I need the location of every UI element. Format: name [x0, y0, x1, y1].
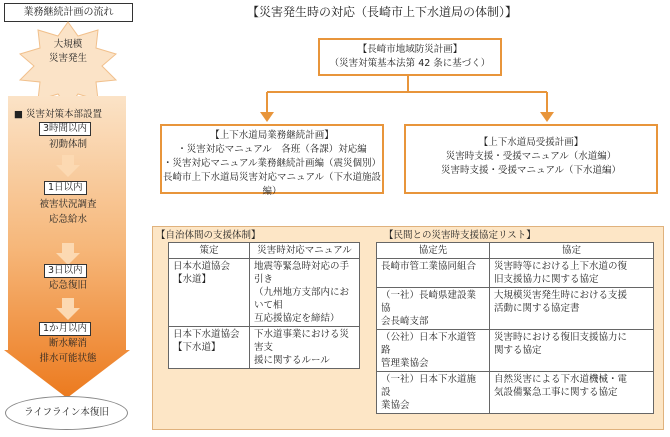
page-title: 【災害発生時の対応（長崎市上下水道局の体制）】	[247, 5, 518, 19]
table-cell: 長崎市管工業協同組合	[377, 259, 490, 288]
table-cell: （一社）日本下水道施設 業協会	[377, 372, 490, 414]
receiving-line: 災害時支援・受援マニュアル（下水道編）	[440, 165, 622, 176]
table-header: 協定	[490, 243, 654, 259]
hq-label: ■ 災害対策本部設置	[14, 109, 102, 120]
starburst-shape	[20, 22, 116, 108]
stage-period: 1か月以内	[39, 322, 91, 336]
table-cell: 地震等緊急時対応の手引き （九州地方支部内において相 互応援協定を締結）	[250, 259, 360, 327]
connector-lines	[255, 74, 565, 124]
start-label-1: 大規模	[53, 39, 83, 50]
municipal-title: 【自治体間の支援体制】	[156, 230, 261, 241]
stage-line: 応急給水	[48, 214, 87, 225]
municipal-table	[168, 242, 360, 369]
table-cell: 大規模災害発生時における支援 活動に関する協定書	[490, 288, 654, 330]
table-row	[377, 330, 654, 372]
stage-line: 応急復旧	[48, 280, 87, 291]
disaster-plan-box	[318, 38, 502, 76]
table-cell: 災害時における復旧支援協力に 関する協定	[490, 330, 654, 372]
receiving-title: 【上下水道局受援計画】	[478, 137, 584, 148]
table-header: 協定先	[377, 243, 490, 259]
table-cell: 自然災害による下水道機械・電 気設備緊急工事に関する協定	[490, 372, 654, 414]
flow-title: 業務継続計画の流れ	[4, 3, 133, 22]
bcp-title: 【上下水道局業務継続計画】	[210, 130, 334, 141]
table-cell: 災害時等における上下水道の復 旧支援協力に関する協定	[490, 259, 654, 288]
private-table	[376, 242, 654, 414]
receiving-plan-box	[404, 124, 658, 194]
table-cell: （一社）長崎県建設業協 会長崎支部	[377, 288, 490, 330]
down-arrow-icon	[56, 243, 80, 265]
table-header: 策定	[169, 243, 250, 259]
start-label-2: 災害発生	[48, 53, 87, 64]
table-row	[377, 372, 654, 414]
table-cell: 下水道事業における災害支 援に関するルール	[250, 327, 360, 369]
table-cell: 日本下水道協会 【下水道】	[169, 327, 250, 369]
stage-line: 断水解消	[48, 338, 87, 349]
bcp-line: 長崎市上下水道局災害対応マニュアル（下水道施設編）	[162, 172, 382, 197]
down-arrow-icon	[56, 155, 80, 177]
bcp-line: ・災害対応マニュアル業務継続計画編（震災個別）	[162, 158, 382, 169]
stage-period: 3時間以内	[39, 122, 91, 136]
bcp-box	[160, 124, 384, 197]
disaster-plan-title: 【長崎市地域防災計画】	[357, 44, 463, 55]
stage-line: 被害状況調査	[39, 199, 97, 210]
private-title: 【民間との災害時支援協定リスト】	[384, 230, 536, 241]
table-row	[169, 259, 360, 327]
table-cell: （公社）日本下水道管路 管理業協会	[377, 330, 490, 372]
stage-line: 排水可能状態	[39, 353, 97, 364]
table-row	[169, 327, 360, 369]
disaster-plan-subtitle: （災害対策基本法第 42 条に基づく）	[329, 58, 491, 69]
end-label: ライフライン本復旧	[5, 396, 128, 430]
table-row	[377, 288, 654, 330]
stage-line: 初動体制	[48, 139, 87, 150]
stage-period: 3日以内	[44, 264, 87, 278]
down-arrow-icon	[56, 298, 80, 320]
table-cell: 日本水道協会 【水道】	[169, 259, 250, 327]
bcp-line: ・災害対応マニュアル 各班（各課）対応編	[177, 144, 367, 155]
table-header: 災害時対応マニュアル	[250, 243, 360, 259]
table-row	[377, 259, 654, 288]
receiving-line: 災害時支援・受援マニュアル（水道編）	[445, 151, 617, 162]
stage-period: 1日以内	[44, 181, 87, 195]
